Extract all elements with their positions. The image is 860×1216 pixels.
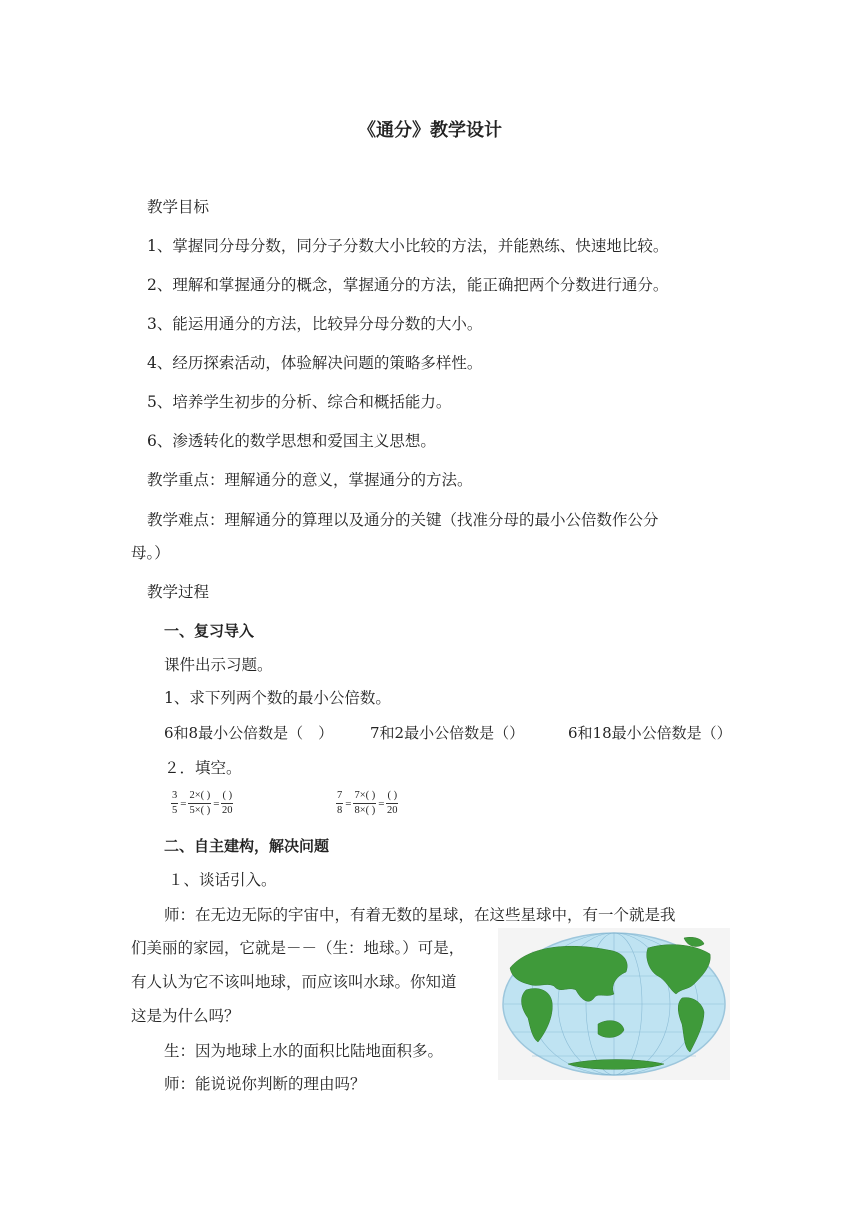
- fraction: [336, 790, 343, 817]
- goal-item-2: 2、理解和掌握通分的概念，掌握通分的方法，能正确把两个分数进行通分。: [147, 276, 669, 294]
- fraction: [386, 790, 398, 817]
- difficulty-text-line2: 母。）: [131, 544, 170, 562]
- denominator: 8×( ): [354, 805, 376, 816]
- numerator: 7×( ): [353, 790, 376, 804]
- goal-item-6: 6、渗透转化的数学思想和爱国主义思想。: [147, 432, 436, 450]
- denominator: 20: [387, 805, 398, 816]
- fraction: [171, 790, 178, 817]
- dialog-line-1b: 们美丽的家园，它就是－－（生：地球。）可是，: [131, 939, 465, 957]
- goal-item-4: 4、经历探索活动，体验解决问题的策略多样性。: [147, 354, 483, 372]
- part1-intro: 课件出示习题。: [164, 656, 273, 674]
- fraction: [188, 790, 211, 817]
- dialog-line-1d: 这是为什么吗？: [131, 1007, 240, 1025]
- dialog-line-2: 生：因为地球上水的面积比陆地面积多。: [164, 1042, 444, 1060]
- lcm-question-b: 7和2最小公倍数是（）: [370, 724, 525, 742]
- difficulty-text-line1: 教学难点：理解通分的算理以及通分的关键（找准分母的最小公倍数作公分: [147, 511, 659, 529]
- denominator: 5×( ): [189, 805, 211, 816]
- question-1: 1、求下列两个数的最小公倍数。: [164, 689, 391, 707]
- denominator: 20: [222, 805, 233, 816]
- goal-item-1: 1、掌握同分母分数，同分子分数大小比较的方法，并能熟练、快速地比较。: [147, 237, 669, 255]
- numerator: 3: [171, 790, 178, 804]
- section-heading-goals: 教学目标: [147, 198, 210, 216]
- fraction-equation-2: [336, 790, 398, 817]
- numerator: 2×( ): [188, 790, 211, 804]
- part1-heading: 一、复习导入: [164, 622, 255, 640]
- equals-sign: =: [378, 797, 385, 810]
- dialog-line-3: 师：能说说你判断的理由吗？: [164, 1075, 366, 1093]
- dialog-line-1a: 师：在无边无际的宇宙中，有着无数的星球，在这些星球中，有一个就是我: [164, 906, 676, 924]
- lcm-question-c: 6和18最小公倍数是（）: [568, 724, 732, 742]
- numerator: 7: [336, 790, 343, 804]
- world-map-image: [498, 928, 730, 1080]
- dialog-line-1c: 有人认为它不该叫地球，而应该叫水球。你知道: [131, 973, 457, 991]
- goal-item-5: 5、培养学生初步的分析、综合和概括能力。: [147, 393, 452, 411]
- step-1: １、谈话引入。: [168, 871, 277, 889]
- fraction-equation-1: [171, 790, 233, 817]
- denominator: 5: [172, 805, 178, 816]
- fraction: [353, 790, 376, 817]
- goal-item-3: 3、能运用通分的方法，比较异分母分数的大小。: [147, 315, 483, 333]
- lcm-question-a: 6和8最小公倍数是（ ）: [164, 724, 334, 742]
- key-point-text: 教学重点：理解通分的意义，掌握通分的方法。: [147, 471, 473, 489]
- equals-sign: =: [180, 797, 187, 810]
- question-2: ２．填空。: [164, 759, 242, 777]
- section-heading-process: 教学过程: [147, 583, 210, 601]
- denominator: 8: [337, 805, 343, 816]
- equals-sign: =: [345, 797, 352, 810]
- fraction: [221, 790, 233, 817]
- numerator: ( ): [221, 790, 233, 804]
- document-title: 《通分》教学设计: [358, 120, 502, 141]
- part2-heading: 二、自主建构，解决问题: [164, 837, 330, 855]
- equals-sign: =: [213, 797, 220, 810]
- numerator: ( ): [386, 790, 398, 804]
